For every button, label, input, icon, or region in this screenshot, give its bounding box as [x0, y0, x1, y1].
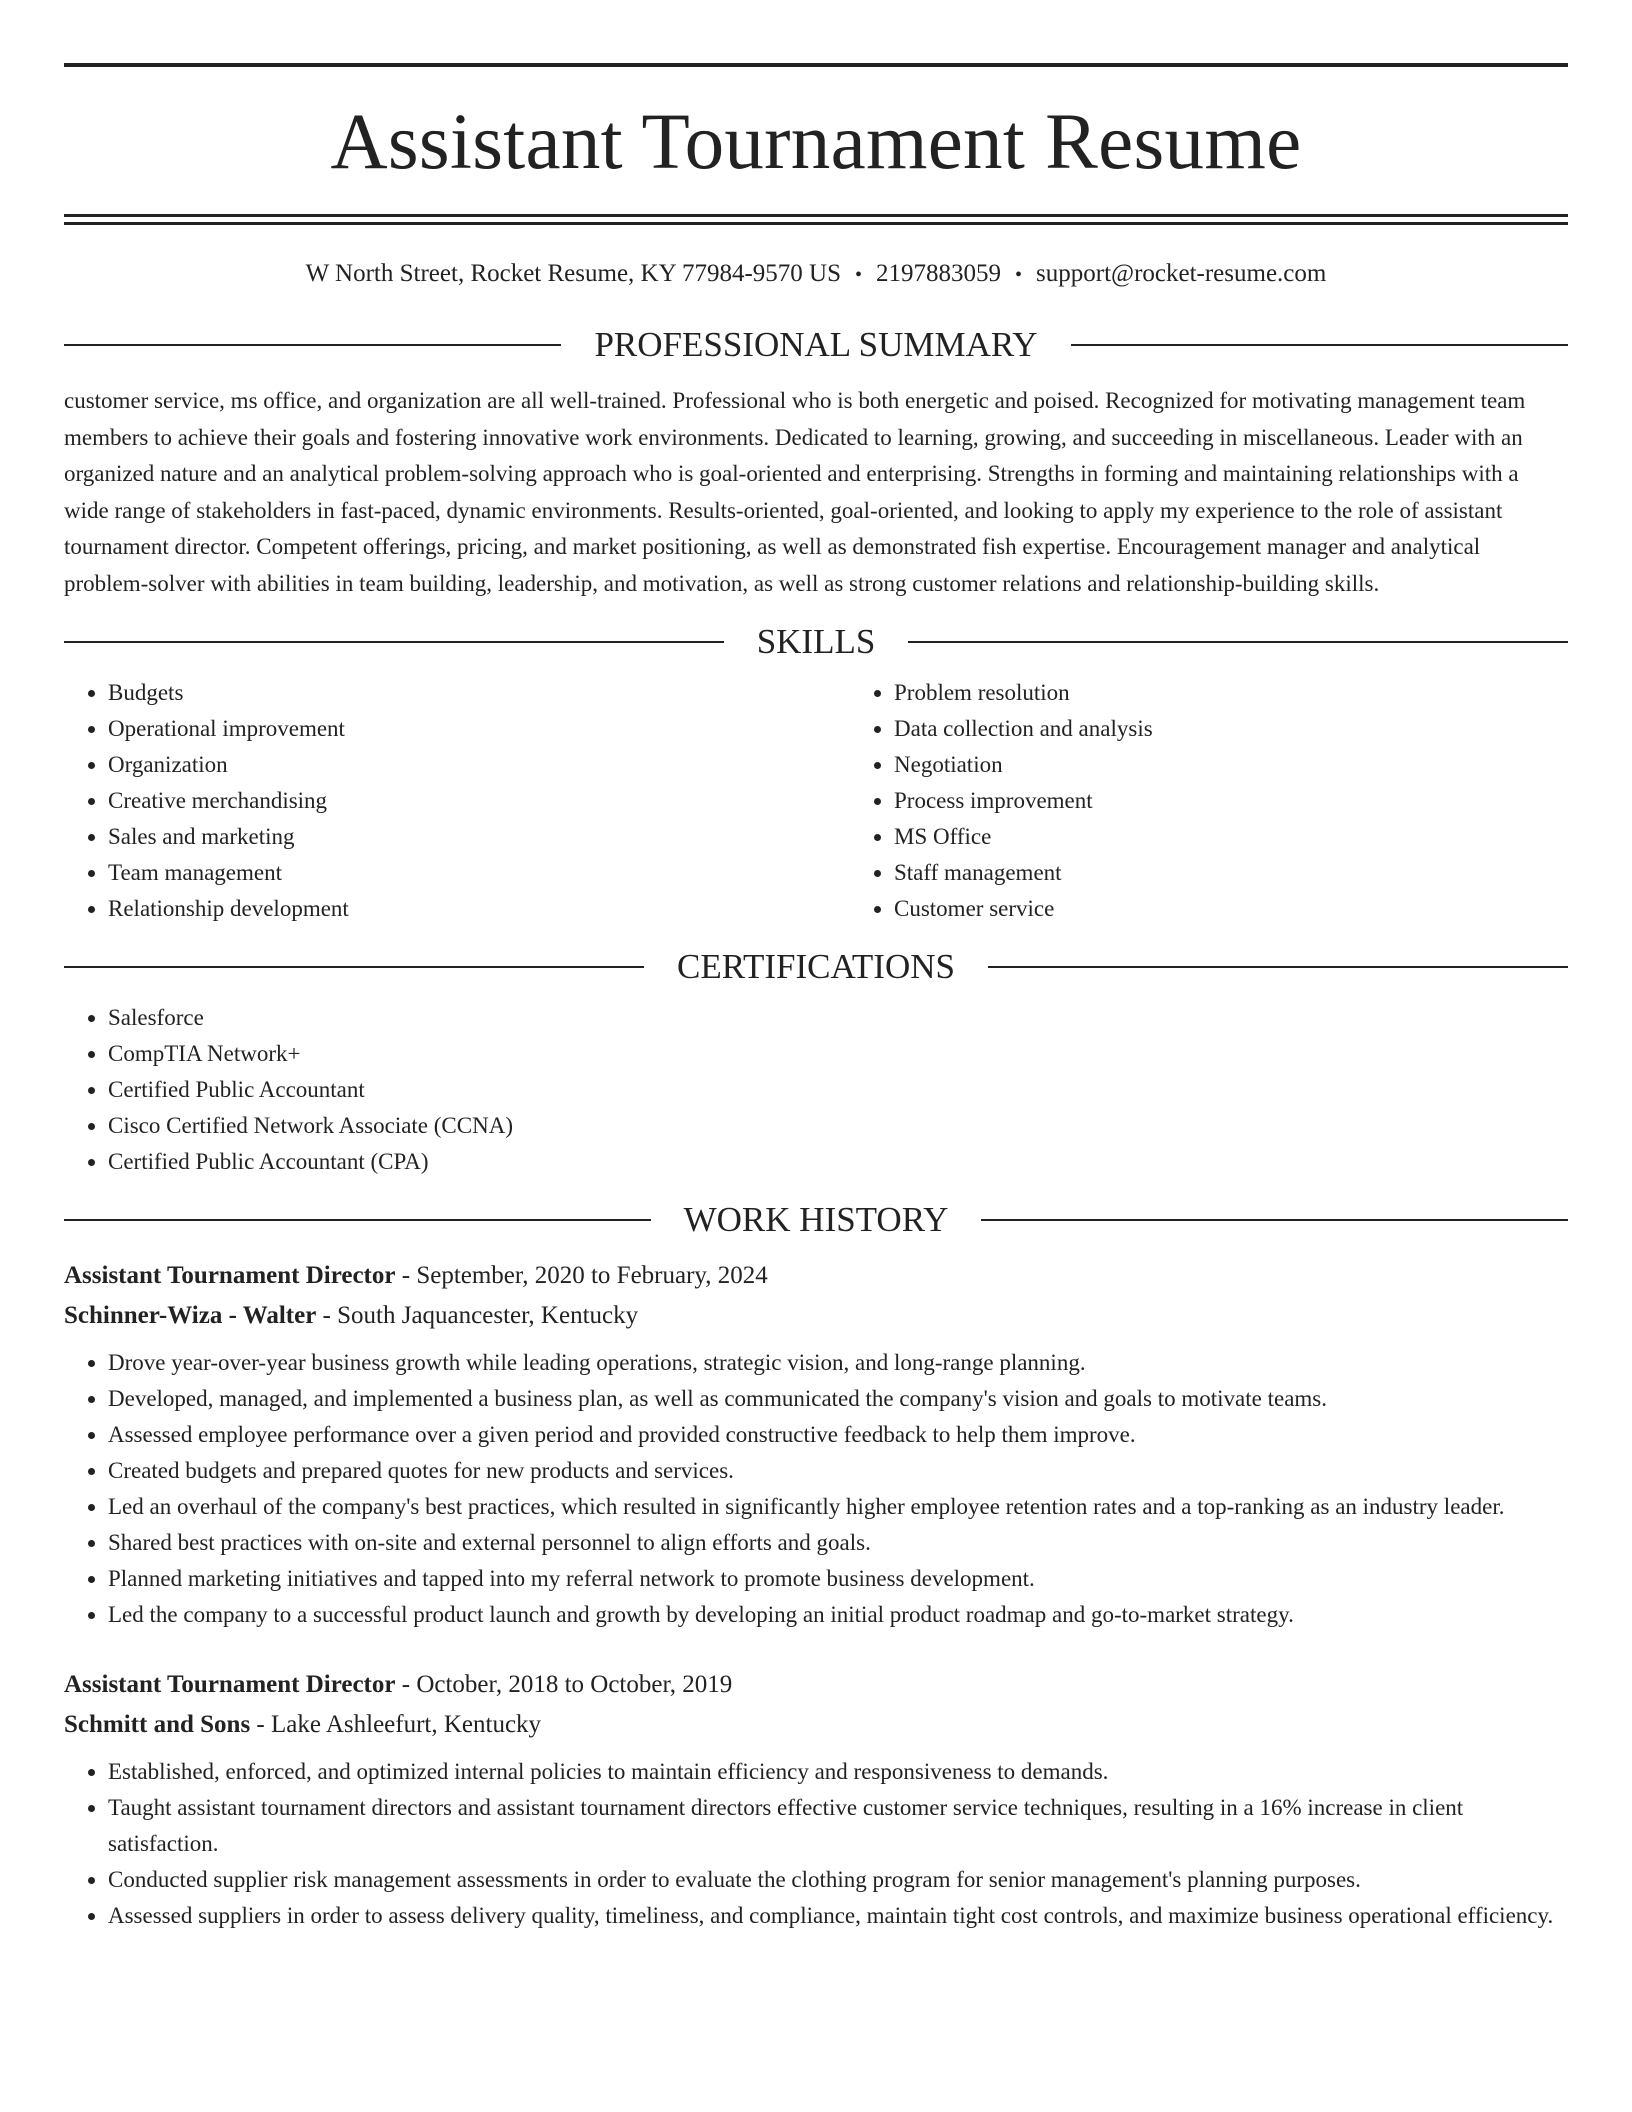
- skill-item: • Problem resolution: [894, 675, 1568, 711]
- summary-paragraph: customer service, ms office, and organization are all well-trained. Professional who is both energetic and poised. Recognized for motivating management team members to achieve their goals and fostering innovative work environments. Dedicated to learning, growing, and succeeding in miscellaneous. Leader with an organized nature and an analytical problem-solving approach who is goal-oriented and enterprising. Strengths in forming and maintaining relationships with a wide range of stakeholders in fast-paced, dynamic environments. Results-oriented, goal-oriented, and looking to apply my experience to the role of assistant tournament director. Competent offerings, pricing, and market positioning, as well as demonstrated fish expertise. Encouragement manager and analytical problem-solver with abilities in team building, leadership, and motivation, as well as strong customer relations and relationship-building skills.: [64, 388, 1526, 596]
- skill-item: • Negotiation: [894, 747, 1568, 783]
- contact-line: [64, 261, 1568, 286]
- heading-rule: [1071, 344, 1568, 346]
- section-title: CERTIFICATIONS: [677, 947, 955, 986]
- section-title: WORK HISTORY: [683, 1200, 949, 1239]
- job-dates: September, 2020 to February, 2024: [416, 1262, 768, 1289]
- header-double-rule: [64, 214, 1568, 225]
- skill-item: • Budgets: [108, 675, 850, 711]
- heading-rule: [64, 344, 561, 346]
- heading-rule: [64, 966, 644, 968]
- section-title: PROFESSIONAL SUMMARY: [594, 325, 1038, 364]
- job-title-line: Assistant Tournament Director - September, 2020 to February, 2024: [64, 1262, 768, 1289]
- skill-item: • Staff management: [894, 855, 1568, 891]
- contact-address: W North Street, Rocket Resume, KY 77984-9570 US: [305, 260, 842, 287]
- job-bullet: • Established, enforced, and optimized internal policies to maintain efficiency and responsiveness to demands.: [108, 1754, 1568, 1790]
- contact-phone: 2197883059: [876, 260, 1002, 287]
- skills-list-right: [850, 675, 1568, 927]
- job-company-line: Schmitt and Sons - Lake Ashleefurt, Kentucky: [64, 1711, 542, 1738]
- section-title: SKILLS: [756, 622, 876, 661]
- skill-item: • Team management: [108, 855, 850, 891]
- job-bullet: • Shared best practices with on-site and external personnel to align efforts and goals.: [108, 1525, 1568, 1561]
- skills-columns: [64, 675, 1568, 927]
- job-bullet: • Created budgets and prepared quotes for new products and services.: [108, 1453, 1568, 1489]
- skill-item: • MS Office: [894, 819, 1568, 855]
- heading-rule: [908, 641, 1568, 643]
- certification-item: • Certified Public Accountant: [108, 1072, 1568, 1108]
- job-dates: October, 2018 to October, 2019: [416, 1671, 733, 1698]
- job-bullet: • Taught assistant tournament directors and assistant tournament directors effective customer service techniques, resulting in a 16% increase in client satisfaction.: [108, 1790, 1568, 1862]
- certification-item: • Certified Public Accountant (CPA): [108, 1144, 1568, 1180]
- job-entry: [64, 1256, 1568, 1633]
- job-bullet: • Led the company to a successful product launch and growth by developing an initial product roadmap and go-to-market strategy.: [108, 1597, 1568, 1633]
- heading-rule: [64, 641, 724, 643]
- skill-item: • Operational improvement: [108, 711, 850, 747]
- job-bullet: • Assessed suppliers in order to assess delivery quality, timeliness, and compliance, maintain tight cost controls, and maximize business operational efficiency.: [108, 1898, 1568, 1934]
- job-bullet: • Drove year-over-year business growth while leading operations, strategic vision, and long-range planning.: [108, 1345, 1568, 1381]
- section-heading-skills: [64, 624, 1568, 659]
- job-bullets: [64, 1345, 1568, 1633]
- skill-item: • Sales and marketing: [108, 819, 850, 855]
- skill-item: • Creative merchandising: [108, 783, 850, 819]
- job-company: Schmitt and Sons: [64, 1711, 251, 1738]
- job-location: South Jaquancester, Kentucky: [337, 1302, 639, 1329]
- certification-item: • CompTIA Network+: [108, 1036, 1568, 1072]
- job-bullet: • Conducted supplier risk management assessments in order to evaluate the clothing program for senior management's planning purposes.: [108, 1862, 1568, 1898]
- skills-list-left: [64, 675, 850, 927]
- job-bullet: • Led an overhaul of the company's best practices, which resulted in significantly higher employee retention rates and a top-ranking as an industry leader.: [108, 1489, 1568, 1525]
- certification-item: • Cisco Certified Network Associate (CCNA): [108, 1108, 1568, 1144]
- heading-rule: [988, 966, 1568, 968]
- job-bullet: • Developed, managed, and implemented a business plan, as well as communicated the company's vision and goals to motivate teams.: [108, 1381, 1568, 1417]
- skill-item: • Organization: [108, 747, 850, 783]
- skill-item: • Customer service: [894, 891, 1568, 927]
- section-heading-work-history: [64, 1202, 1568, 1237]
- header-top-rule: [64, 63, 1568, 67]
- certification-item: • Salesforce: [108, 1000, 1568, 1036]
- section-heading-summary: [64, 327, 1568, 362]
- job-entry: [64, 1665, 1568, 1934]
- job-title-line: Assistant Tournament Director - October, 2018 to October, 2019: [64, 1671, 733, 1698]
- heading-rule: [981, 1219, 1568, 1221]
- job-bullet: • Assessed employee performance over a given period and provided constructive feedback to help them improve.: [108, 1417, 1568, 1453]
- section-heading-certifications: [64, 949, 1568, 984]
- job-title: Assistant Tournament Director: [64, 1671, 396, 1698]
- contact-email: support@rocket-resume.com: [1036, 260, 1327, 287]
- job-company-line: Schinner-Wiza - Walter - South Jaquancester, Kentucky: [64, 1302, 639, 1329]
- certifications-list: [64, 1000, 1568, 1180]
- heading-rule: [64, 1219, 651, 1221]
- contact-separator: •: [855, 264, 863, 286]
- resume-title: Assistant Tournament Resume: [330, 99, 1302, 186]
- skill-item: • Process improvement: [894, 783, 1568, 819]
- skill-item: • Relationship development: [108, 891, 850, 927]
- skill-item: • Data collection and analysis: [894, 711, 1568, 747]
- job-location: Lake Ashleefurt, Kentucky: [271, 1711, 542, 1738]
- job-title: Assistant Tournament Director: [64, 1262, 396, 1289]
- job-company: Schinner-Wiza - Walter: [64, 1302, 317, 1329]
- job-bullets: [64, 1754, 1568, 1934]
- contact-separator: •: [1015, 264, 1023, 286]
- job-bullet: • Planned marketing initiatives and tapped into my referral network to promote business development.: [108, 1561, 1568, 1597]
